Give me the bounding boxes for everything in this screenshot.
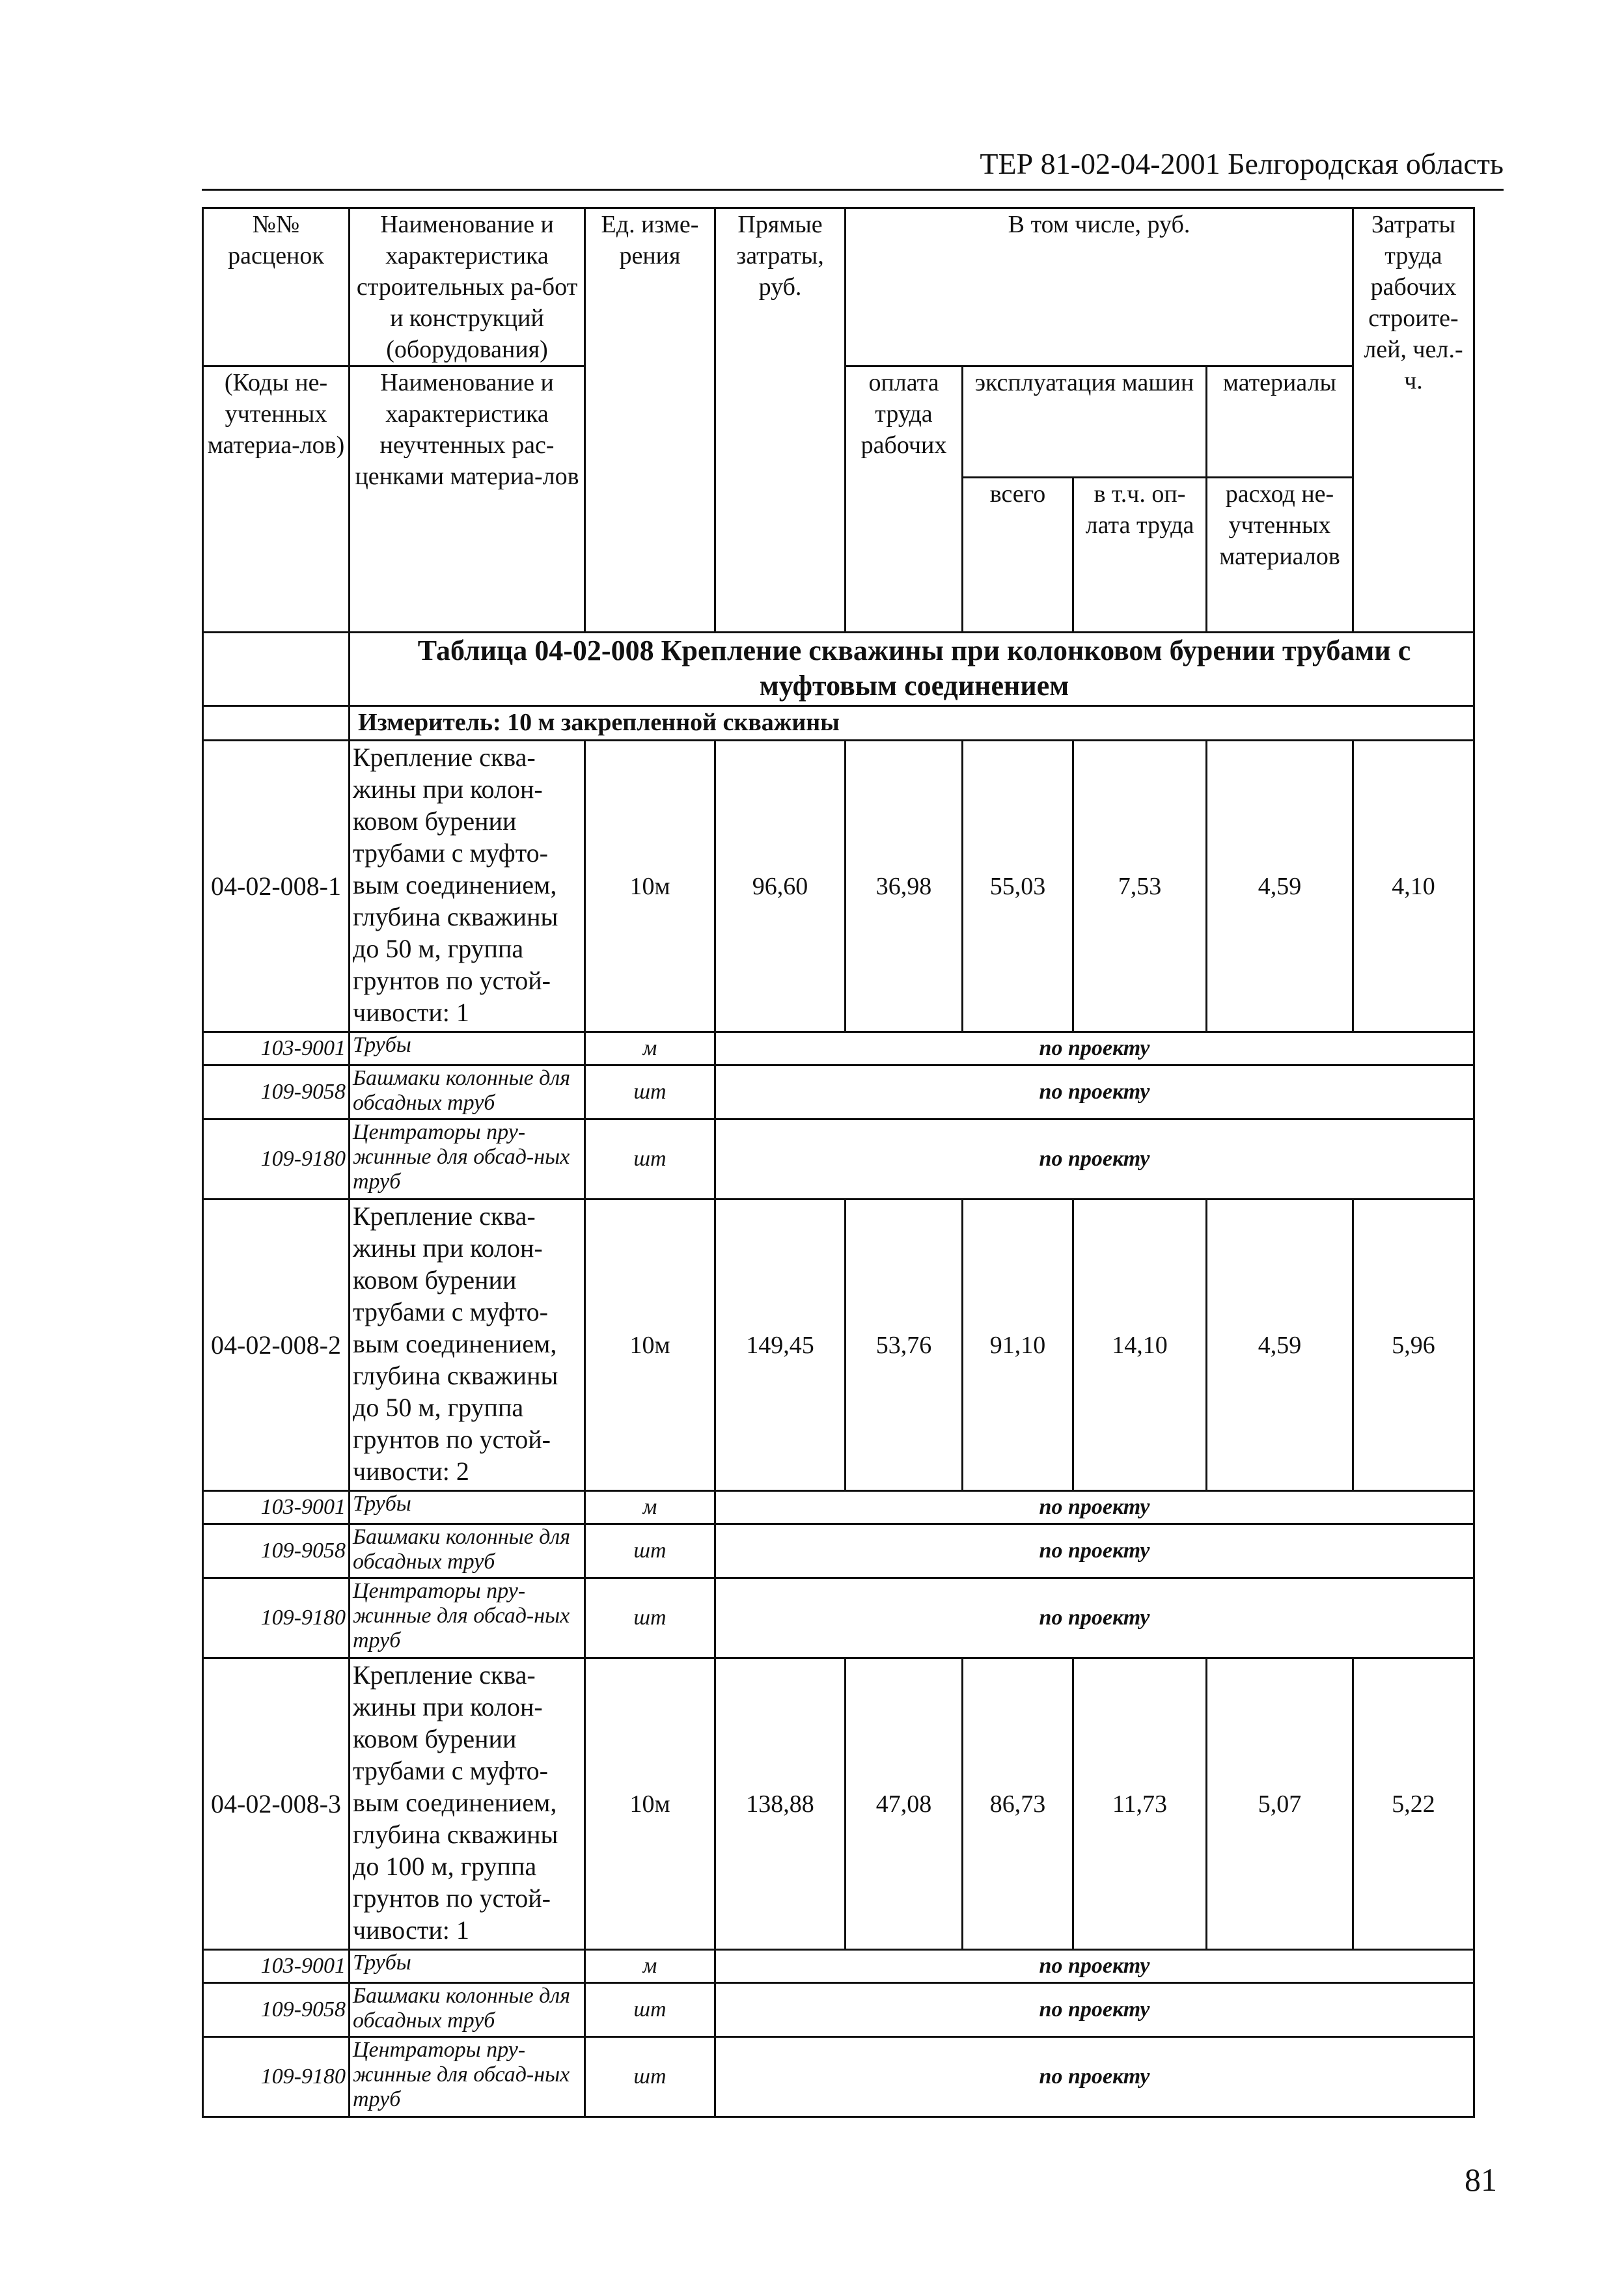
material-unit: м: [585, 1491, 715, 1524]
col-labor-costs: Затраты труда рабочих строите-лей, чел.-ч.: [1353, 208, 1474, 633]
material-unit: шт: [585, 1119, 715, 1199]
header-rule: [202, 189, 1504, 191]
item-code: 04-02-008-1: [203, 741, 350, 1032]
measure-empty-cell: [203, 706, 350, 741]
material-name: Башмаки колонные для обсадных труб: [350, 1065, 585, 1119]
material-row: [203, 1065, 1474, 1119]
table-title-row: [203, 633, 1474, 706]
material-code: 109-9180: [203, 2037, 350, 2117]
material-note: по проекту: [715, 2037, 1474, 2117]
item-labor-pay: 36,98: [846, 741, 963, 1032]
col-labor-pay: оплата труда рабочих: [846, 366, 963, 633]
material-code: 109-9180: [203, 1119, 350, 1199]
col-machines-total: всего: [963, 478, 1073, 633]
item-labor-costs: 5,22: [1353, 1658, 1474, 1950]
material-unit: м: [585, 1032, 715, 1065]
col-name-top: Наименование и характеристика строительных ра-бот и конструкций (оборудования): [350, 208, 585, 366]
item-materials: 4,59: [1207, 741, 1353, 1032]
col-direct: Прямые затраты, руб.: [715, 208, 846, 633]
item-labor-costs: 4,10: [1353, 741, 1474, 1032]
material-name: Центраторы пру-жинные для обсад-ных труб: [350, 2037, 585, 2117]
material-row: [203, 1119, 1474, 1199]
material-row: [203, 1950, 1474, 1983]
material-note: по проекту: [715, 1119, 1474, 1199]
item-machines-total: 55,03: [963, 741, 1073, 1032]
item-name: Крепление сква-жины при колон-ковом бурении трубами с муфто-вым соединением, глубина скважины до 50 м, группа грунтов по устой-чивости: 1: [350, 741, 585, 1032]
item-code: 04-02-008-2: [203, 1199, 350, 1491]
measure-row: [203, 706, 1474, 741]
material-unit: шт: [585, 1578, 715, 1658]
material-unit: шт: [585, 2037, 715, 2117]
item-labor-pay: 53,76: [846, 1199, 963, 1491]
item-machines-total: 91,10: [963, 1199, 1073, 1491]
item-machines-total: 86,73: [963, 1658, 1073, 1950]
item-unit: 10м: [585, 1658, 715, 1950]
table-header-row-1: [203, 208, 1474, 366]
col-code-top: №№ расценок: [203, 208, 350, 366]
material-code: 109-9058: [203, 1524, 350, 1578]
material-row: [203, 2037, 1474, 2117]
material-row: [203, 1524, 1474, 1578]
material-note: по проекту: [715, 1032, 1474, 1065]
material-row: [203, 1032, 1474, 1065]
material-note: по проекту: [715, 1578, 1474, 1658]
material-code: 109-9058: [203, 1065, 350, 1119]
material-name: Башмаки колонные для обсадных труб: [350, 1983, 585, 2037]
material-code: 103-9001: [203, 1491, 350, 1524]
material-name: Башмаки колонные для обсадных труб: [350, 1524, 585, 1578]
material-name: Трубы: [350, 1032, 585, 1065]
item-name: Крепление сква-жины при колон-ковом бурении трубами с муфто-вым соединением, глубина скважины до 100 м, группа грунтов по устой-чивости: 1: [350, 1658, 585, 1950]
table-row: [203, 1199, 1474, 1491]
table-row: [203, 741, 1474, 1032]
material-row: [203, 1491, 1474, 1524]
measure-text: Измеритель: 10 м закрепленной скважины: [350, 706, 1474, 741]
item-machines-labor: 11,73: [1073, 1658, 1207, 1950]
item-materials: 4,59: [1207, 1199, 1353, 1491]
material-row: [203, 1983, 1474, 2037]
item-labor-costs: 5,96: [1353, 1199, 1474, 1491]
material-unit: шт: [585, 1524, 715, 1578]
item-direct: 138,88: [715, 1658, 846, 1950]
page-header-title: ТЕР 81-02-04-2001 Белгородская область: [980, 147, 1504, 180]
material-unit: м: [585, 1950, 715, 1983]
col-code-bottom: (Коды не-учтенных материа-лов): [203, 366, 350, 633]
material-code: 109-9180: [203, 1578, 350, 1658]
table-row: [203, 1658, 1474, 1950]
material-note: по проекту: [715, 1983, 1474, 2037]
col-materials: материалы: [1207, 366, 1353, 478]
material-name: Центраторы пру-жинные для обсад-ных труб: [350, 1578, 585, 1658]
item-direct: 96,60: [715, 741, 846, 1032]
item-code: 04-02-008-3: [203, 1658, 350, 1950]
item-machines-labor: 7,53: [1073, 741, 1207, 1032]
price-table: [202, 207, 1475, 2118]
table-title: Таблица 04-02-008 Крепление скважины при колонковом бурении трубами с муфтовым соединением: [350, 633, 1474, 706]
material-row: [203, 1578, 1474, 1658]
item-unit: 10м: [585, 1199, 715, 1491]
col-machines: эксплуатация машин: [963, 366, 1207, 478]
item-unit: 10м: [585, 741, 715, 1032]
material-name: Трубы: [350, 1950, 585, 1983]
item-name: Крепление сква-жины при колон-ковом бурении трубами с муфто-вым соединением, глубина скважины до 50 м, группа грунтов по устой-чивости: 2: [350, 1199, 585, 1491]
material-unit: шт: [585, 1983, 715, 2037]
col-including: В том числе, руб.: [846, 208, 1353, 366]
item-labor-pay: 47,08: [846, 1658, 963, 1950]
page-number: 81: [1465, 2161, 1497, 2198]
material-unit: шт: [585, 1065, 715, 1119]
material-code: 103-9001: [203, 1032, 350, 1065]
title-empty-cell: [203, 633, 350, 706]
col-name-bottom: Наименование и характеристика неучтенных рас-ценками материа-лов: [350, 366, 585, 633]
item-direct: 149,45: [715, 1199, 846, 1491]
material-note: по проекту: [715, 1950, 1474, 1983]
item-materials: 5,07: [1207, 1658, 1353, 1950]
material-code: 109-9058: [203, 1983, 350, 2037]
material-name: Трубы: [350, 1491, 585, 1524]
col-materials-extra: расход не-учтенных материалов: [1207, 478, 1353, 633]
material-name: Центраторы пру-жинные для обсад-ных труб: [350, 1119, 585, 1199]
material-note: по проекту: [715, 1065, 1474, 1119]
item-machines-labor: 14,10: [1073, 1199, 1207, 1491]
material-note: по проекту: [715, 1491, 1474, 1524]
material-note: по проекту: [715, 1524, 1474, 1578]
material-code: 103-9001: [203, 1950, 350, 1983]
col-unit: Ед. изме-рения: [585, 208, 715, 633]
col-machines-labor: в т.ч. оп-лата труда: [1073, 478, 1207, 633]
